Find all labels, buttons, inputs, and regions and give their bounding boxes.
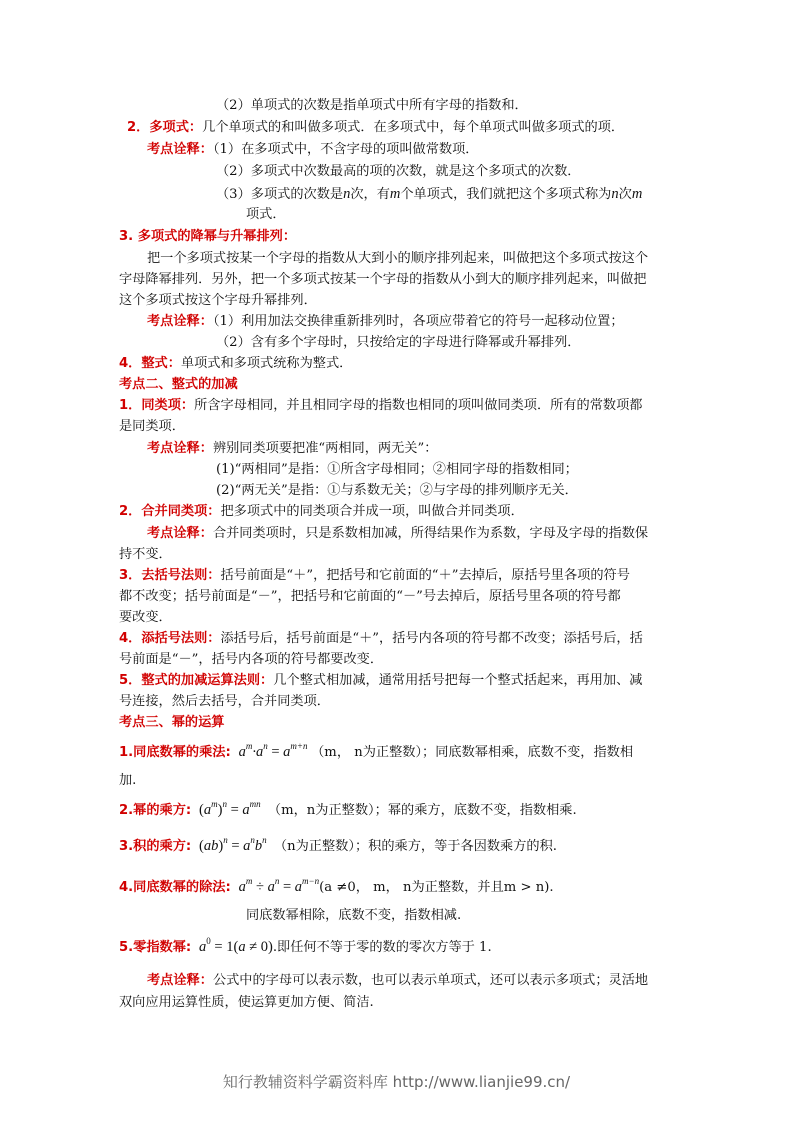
- note-label: 考点诠释：: [147, 441, 213, 456]
- section-heading: 4．整式：: [119, 356, 181, 371]
- section-heading: 5．整式的加减运算法则：: [119, 673, 274, 688]
- text-line: 3．去括号法则：括号前面是“＋”，把括号和它前面的“＋”去掉后，原括号里各项的符号: [119, 568, 630, 583]
- text-line: 4．整式：单项式和多项式统称为整式．: [119, 356, 353, 371]
- formula-line: 1.同底数幂的乘法: $a^m\cdot a^n = a^{m+n}$ （m， n为正整数）；同底数幂相乘，底数不变，指数相: [119, 741, 634, 760]
- text-line: 加.: [119, 773, 137, 788]
- text-line: 2．合并同类项：把多项式中的同类项合并成一项，叫做合并同类项．: [119, 504, 524, 519]
- formula: $a^0 = 1(a \ne 0)$: [195, 936, 273, 955]
- text-line: 考点诠释：（1）在多项式中，不含字母的项叫做常数项．: [147, 142, 479, 157]
- section-heading: 2.幂的乘方:: [119, 803, 192, 818]
- formula-line: 5.零指数幂: $a^0 = 1(a \ne 0)$.即任何不等于零的数的零次方等于 1.: [119, 936, 492, 955]
- text-line: （2）含有多个字母时，只按给定的字母进行降幂或升幂排列．: [216, 335, 581, 350]
- text-line: 把一个多项式按某一个字母的指数从大到小的顺序排列起来，叫做把这个多项式按这个: [147, 251, 649, 266]
- text-line: （2）单项式的次数是指单项式中所有字母的指数和．: [216, 98, 528, 113]
- section-heading: 4.同底数幂的除法:: [119, 880, 231, 895]
- text-line: [119, 376, 238, 394]
- page-footer-watermark: 知行教辅资料学霸资料库 http://www.lianjie99.cn/: [222, 1073, 571, 1091]
- text-line: 4．添括号法则：添括号后，括号前面是“＋”，括号内各项的符号都不改变；添括号后，括: [119, 631, 643, 646]
- section-heading: 1.同底数幂的乘法:: [119, 745, 231, 760]
- text-line: 持不变．: [119, 547, 172, 562]
- section-heading: 2．多项式：: [127, 120, 203, 135]
- formula: $(a^m)^n = a^{mn}$: [199, 799, 261, 818]
- text-line: 考点诠释：公式中的字母可以表示数，也可以表示单项式，还可以表示多项式；灵活地: [147, 973, 649, 988]
- text-line: 都不改变；括号前面是“－”，把括号和它前面的“－”号去掉后，原括号里各项的符号都: [119, 589, 621, 604]
- text-line: 1．同类项：所含字母相同，并且相同字母的指数也相同的项叫做同类项．所有的常数项都: [119, 398, 643, 413]
- section-heading: 3. 多项式的降幂与升幂排列：: [119, 229, 297, 244]
- formula: $a^m\cdot a^n = a^{m+n}$: [234, 741, 308, 760]
- note-label: 考点诠释：: [147, 314, 213, 329]
- formula: $(ab)^n = a^nb^n$: [199, 835, 267, 854]
- text-line: 要改变．: [119, 610, 172, 625]
- text-line: （2）多项式中次数最高的项的次数，就是这个多项式的次数．: [216, 164, 581, 179]
- section-heading: 2．合并同类项：: [119, 504, 221, 519]
- text-line: 2．多项式：几个单项式的和叫做多项式．在多项式中，每个单项式叫做多项式的项．: [127, 120, 625, 135]
- text-line: [119, 714, 225, 732]
- text-line: 5．整式的加减运算法则：几个整式相加减，通常用括号把每一个整式括起来，再用加、减: [119, 673, 643, 688]
- topic-heading: 考点三、幂的运算: [119, 715, 225, 730]
- text-line: 双向应用运算性质，使运算更加方便、简洁.: [119, 995, 374, 1010]
- section-heading: 3.积的乘方:: [119, 839, 192, 854]
- text-line: (1)“两相同”是指：①所含字母相同；②相同字母的指数相同；: [216, 462, 578, 477]
- text-line: 号连接，然后去括号，合并同类项．: [119, 694, 330, 709]
- text-line: 这个多项式按这个字母升幂排列．: [119, 293, 317, 308]
- section-heading: 3．去括号法则：: [119, 568, 221, 583]
- note-label: 考点诠释：: [147, 142, 213, 157]
- formula: $a^m \div a^n = a^{m-n}$: [234, 876, 320, 895]
- section-heading: 1．同类项：: [119, 398, 195, 413]
- section-heading: 4．添括号法则：: [119, 631, 221, 646]
- text-line: 字母降幂排列．另外，把一个多项式按某一个字母的指数从小到大的顺序排列起来，叫做把: [119, 272, 647, 287]
- formula-line: 4.同底数幂的除法: $a^m \div a^n = a^{m-n}(a \ne 0$， m， n为正整数，并且m > n).: [119, 876, 554, 895]
- text-line: 同底数幂相除，底数不变，指数相减.: [246, 908, 462, 923]
- text-line: 项式．: [246, 207, 286, 222]
- text-line: 考点诠释：辨别同类项要把准“两相同，两无关”：: [147, 441, 438, 456]
- note-label: 考点诠释：: [147, 973, 213, 988]
- text-line: 号前面是“－”，括号内各项的符号都要改变．: [119, 652, 384, 667]
- topic-heading: 考点二、整式的加减: [119, 377, 238, 392]
- text-line: （3）多项式的次数是n次，有m个单项式，我们就把这个多项式称为n次m: [216, 186, 643, 202]
- formula-line: 3.积的乘方: $(ab)^n = a^nb^n$ （n为正整数）；积的乘方，等于各因数乘方的积.: [119, 835, 557, 854]
- text-line: 考点诠释：合并同类项时，只是系数相加减，所得结果作为系数，字母及字母的指数保: [147, 526, 649, 541]
- text-line: 考点诠释：（1）利用加法交换律重新排列时，各项应带着它的符号一起移动位置；: [147, 314, 624, 329]
- note-label: 考点诠释：: [147, 526, 213, 541]
- text-line: 是同类项．: [119, 419, 185, 434]
- text-line: (2)“两无关”是指：①与系数无关；②与字母的排列顺序无关．: [216, 483, 578, 498]
- formula-line: 2.幂的乘方: $(a^m)^n = a^{mn}$ （m，n为正整数）；幂的乘方，底数不变，指数相乘.: [119, 799, 577, 818]
- text-line: [119, 228, 296, 246]
- section-heading: 5.零指数幂:: [119, 940, 192, 955]
